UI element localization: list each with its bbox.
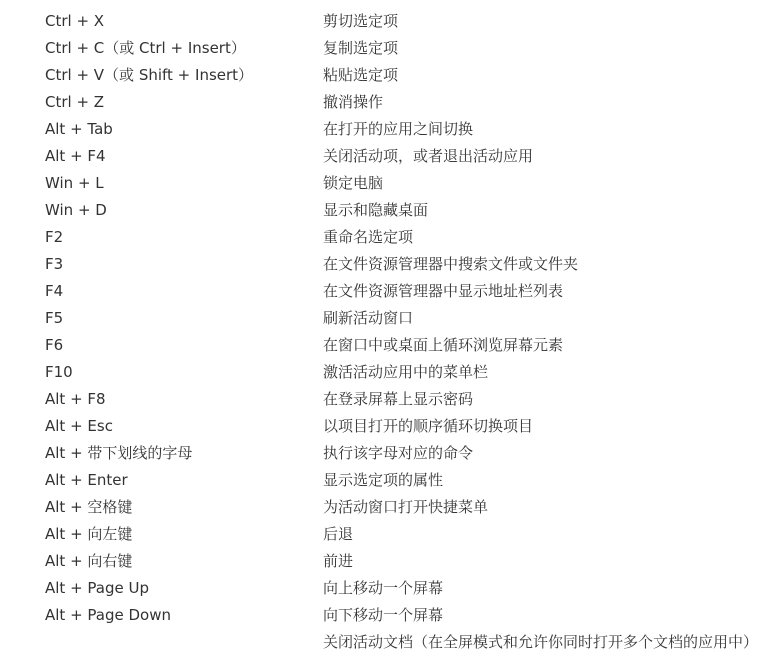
table-row: [0, 332, 629, 359]
shortcut-description: 撤消操作: [323, 93, 384, 111]
shortcut-description: 锁定电脑: [323, 174, 384, 192]
table-row: [0, 602, 629, 629]
shortcut-key: Ctrl + C（或 Ctrl + Insert）: [45, 39, 246, 57]
table-row: [0, 386, 629, 413]
shortcut-description: 前进: [323, 552, 354, 570]
shortcut-description: 在文件资源管理器中搜索文件或文件夹: [323, 255, 579, 273]
shortcut-description: 以项目打开的顺序循环切换项目: [323, 417, 534, 435]
shortcut-key: Win + D: [45, 201, 107, 219]
table-row: [0, 170, 629, 197]
shortcut-description: 为活动窗口打开快捷菜单: [323, 498, 489, 516]
shortcut-key: F4: [45, 282, 64, 300]
table-row: [0, 413, 629, 440]
table-row: [0, 359, 629, 386]
table-row: [0, 494, 629, 521]
shortcut-key: Alt + Page Down: [45, 606, 171, 624]
shortcut-description: 在窗口中或桌面上循环浏览屏幕元素: [323, 336, 564, 354]
table-row: [0, 197, 629, 224]
table-row: [0, 224, 629, 251]
table-row: [0, 548, 629, 575]
shortcut-description: 在登录屏幕上显示密码: [323, 390, 474, 408]
table-header-clipped: [0, 0, 629, 7]
shortcut-key: Alt + 带下划线的字母: [45, 444, 193, 462]
shortcut-key: Alt + Enter: [45, 471, 128, 489]
table-row: [0, 278, 629, 305]
shortcut-description: 在打开的应用之间切换: [323, 120, 474, 138]
table-row: [0, 251, 629, 278]
table-row: [0, 116, 629, 143]
table-row: [0, 143, 629, 170]
shortcut-description: 激活活动应用中的菜单栏: [323, 363, 489, 381]
shortcut-key: Alt + 向左键: [45, 525, 133, 543]
shortcut-description: 在文件资源管理器中显示地址栏列表: [323, 282, 564, 300]
shortcut-key: Ctrl + X: [45, 12, 105, 30]
shortcut-description: 向下移动一个屏幕: [323, 606, 444, 624]
shortcut-key: Alt + F4: [45, 147, 106, 165]
shortcut-description: 剪切选定项: [323, 12, 399, 30]
shortcut-key: Alt + 向右键: [45, 552, 133, 570]
table-row: [0, 35, 629, 62]
shortcut-description: 关闭活动文档（在全屏模式和允许你同时打开多个文档的应用中）: [323, 633, 758, 651]
shortcut-key: Alt + Page Up: [45, 579, 149, 597]
shortcut-description: 显示选定项的属性: [323, 471, 444, 489]
shortcut-description: 重命名选定项: [323, 228, 414, 246]
shortcut-key: F5: [45, 309, 64, 327]
shortcut-key: Alt + 空格键: [45, 498, 133, 516]
shortcut-key: F3: [45, 255, 64, 273]
shortcut-key: F2: [45, 228, 64, 246]
shortcut-key: F6: [45, 336, 64, 354]
shortcut-key: Alt + Tab: [45, 120, 113, 138]
shortcut-key: Ctrl + Z: [45, 93, 105, 111]
table-row: [0, 440, 629, 467]
table-row: [0, 8, 629, 35]
shortcut-key: Alt + F8: [45, 390, 106, 408]
shortcut-description: 复制选定项: [323, 39, 399, 57]
shortcut-key: Alt + Esc: [45, 417, 113, 435]
shortcut-description: 后退: [323, 525, 354, 543]
shortcut-description: 向上移动一个屏幕: [323, 579, 444, 597]
shortcut-description: 刷新活动窗口: [323, 309, 414, 327]
shortcut-key: Ctrl + V（或 Shift + Insert）: [45, 66, 254, 84]
shortcut-key: F10: [45, 363, 73, 381]
table-row: [0, 305, 629, 332]
shortcut-description: 显示和隐藏桌面: [323, 201, 429, 219]
shortcut-description: 执行该字母对应的命令: [323, 444, 474, 462]
table-row: [0, 89, 629, 116]
shortcut-key: Win + L: [45, 174, 104, 192]
shortcut-description: 粘贴选定项: [323, 66, 399, 84]
table-row: [0, 521, 629, 548]
shortcut-description: 关闭活动项，或者退出活动应用: [323, 147, 534, 165]
table-row: [0, 575, 629, 602]
table-row: [0, 62, 629, 89]
table-row: [0, 467, 629, 494]
table-row: [0, 629, 758, 656]
